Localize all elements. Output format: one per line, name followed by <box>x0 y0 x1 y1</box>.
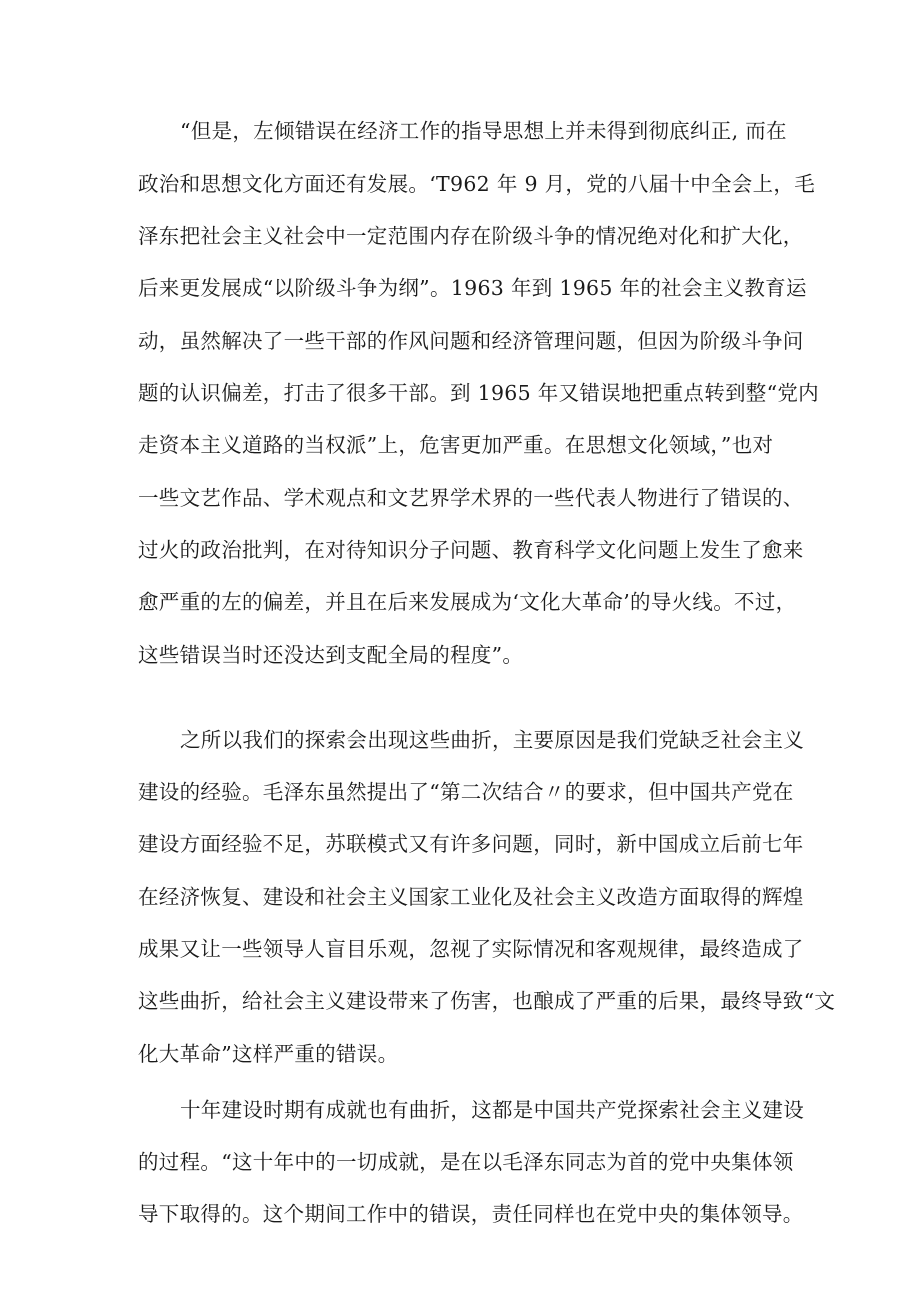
paragraph-line: 这些错误当时还没达到支配全局的程度”。 <box>138 643 524 667</box>
paragraph-line: 题的认识偏差，打击了很多干部。到 1965 年又错误地把重点转到整“党内 <box>138 381 819 405</box>
paragraph-line: 成果又让一些领导人盲目乐观，忽视了实际情况和客观规律，最终造成了 <box>138 937 804 961</box>
paragraph-line: 过火的政治批判，在对待知识分子问题、教育科学文化问题上发生了愈来 <box>138 538 804 562</box>
paragraph-line: “但是，左倾错误在经济工作的指导思想上并未得到彻底纠正, 而在 <box>180 119 787 143</box>
paragraph-line: 之所以我们的探索会出现这些曲折，主要原因是我们党缺乏社会主义 <box>180 728 804 752</box>
paragraph-line: 后来更发展成“以阶级斗争为纲”。1963 年到 1965 年的社会主义教育运 <box>138 276 807 300</box>
paragraph-line: 愈严重的左的偏差，并且在后来发展成为‘文化大革命’的导火线。不过， <box>138 590 797 614</box>
paragraph-line: 这些曲折，给社会主义建设带来了伤害，也酿成了严重的后果，最终导致“文 <box>138 989 836 1013</box>
paragraph-line: 导下取得的。这个期间工作中的错误，责任同样也在党中央的集体领导。 <box>138 1202 804 1226</box>
paragraph-line: 泽东把社会主义社会中一定范围内存在阶级斗争的情况绝对化和扩大化， <box>138 224 804 248</box>
paragraph-line: 动，虽然解决了一些干部的作风问题和经济管理问题，但因为阶级斗争问 <box>138 329 804 353</box>
paragraph-line: 走资本主义道路的当权派”上，危害更加严重。在思想文化领域，”也对 <box>138 433 774 457</box>
paragraph-line: 建设的经验。毛泽东虽然提出了“第二次结合〃的要求，但中国共产党在 <box>138 780 794 804</box>
paragraph-line: 建设方面经验不足，苏联模式又有许多问题，同时，新中国成立后前七年 <box>138 832 804 856</box>
paragraph-line: 的过程。“这十年中的一切成就，是在以毛泽东同志为首的党中央集体领 <box>138 1150 794 1174</box>
paragraph-line: 政治和思想文化方面还有发展。‘T962 年 9 月，党的八届十中全会上，毛 <box>138 172 816 196</box>
paragraph-line: 化大革命”这样严重的错误。 <box>138 1042 399 1066</box>
paragraph-line: 在经济恢复、建设和社会主义国家工业化及社会主义改造方面取得的辉煌 <box>138 885 804 909</box>
paragraph-line: 一些文艺作品、学术观点和文艺界学术界的一些代表人物进行了错误的、 <box>138 486 804 510</box>
paragraph-line: 十年建设时期有成就也有曲折，这都是中国共产党探索社会主义建设 <box>180 1098 804 1122</box>
